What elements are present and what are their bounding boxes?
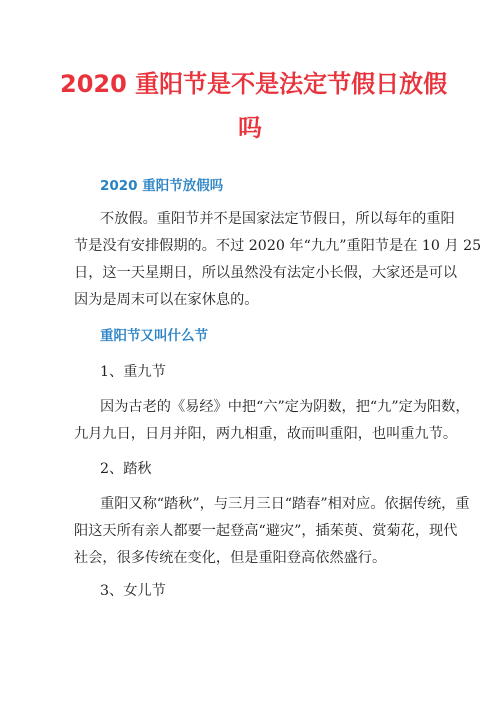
page-title-line-2: 吗: [238, 114, 262, 142]
paragraph-line: 九月九日，日月并阳，两九相重，故而叫重阳，也叫重九节。: [74, 426, 458, 442]
paragraph-line: 社会，很多传统在变化，但是重阳登高依然盛行。: [74, 550, 387, 566]
list-item-title: 2、踏秋: [100, 461, 152, 477]
page-title-line-1: 2020 重阳节是不是法定节假日放假: [60, 70, 448, 98]
section-holiday-paragraph: [74, 206, 482, 314]
paragraph-line: 因为古老的《易经》中把“六”定为阴数，把“九”定为阳数，: [100, 399, 470, 415]
list-item-title: 3、女儿节: [100, 583, 166, 599]
list-item-title: 1、重九节: [100, 364, 166, 380]
paragraph-line: 因为是周末可以在家休息的。: [74, 292, 259, 308]
section-heading-holiday: 2020 重阳节放假吗: [100, 178, 224, 194]
paragraph-line: 日，这一天星期日，所以虽然没有法定小长假，大家还是可以: [74, 265, 458, 281]
section-heading-names: 重阳节又叫什么节: [100, 328, 208, 344]
paragraph-line: 不放假。重阳节并不是国家法定节假日，所以每年的重阳: [100, 211, 455, 227]
list-item-paragraph: [74, 491, 470, 572]
list-item-paragraph: [74, 394, 470, 448]
paragraph-line: 节是没有安排假期的。不过 2020 年“九九”重阳节是在 10 月 25: [74, 238, 482, 254]
paragraph-line: 阳这天所有亲人都要一起登高“避灾”，插茱萸、赏菊花，现代: [74, 523, 458, 539]
paragraph-line: 重阳又称“踏秋”，与三月三日“踏春”相对应。依据传统，重: [100, 496, 470, 512]
page-title: [60, 62, 448, 150]
